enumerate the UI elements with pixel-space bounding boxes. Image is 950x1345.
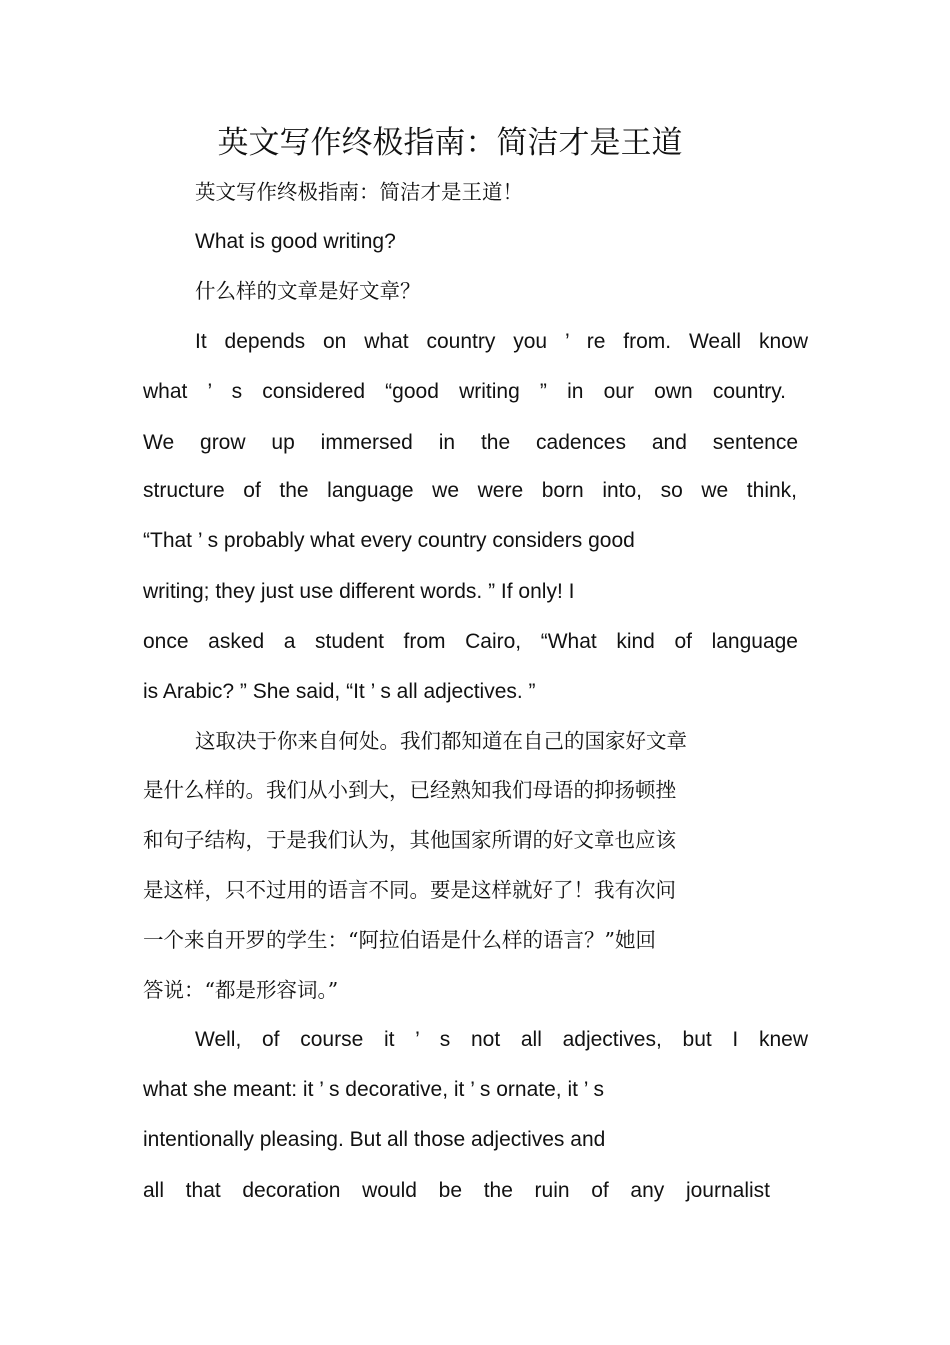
paragraph-1-line-8: is Arabic? ” She said, “It ’ s all adjectives. ” bbox=[143, 680, 536, 703]
paragraph-3-line-3: intentionally pleasing. But all those adjectives and bbox=[143, 1128, 606, 1151]
paragraph-3-line-2: what she meant: it ’ s decorative, it ’ s ornate, it ’ s bbox=[143, 1078, 605, 1101]
paragraph-2-line-4: 是这样，只不过用的语言不同。要是这样就好了！我有次问 bbox=[143, 878, 676, 902]
paragraph-1-line-1: It depends on what country you ’ re from. Weall know bbox=[195, 330, 808, 353]
paragraph-3-line-1: Well, of course it ’ s not all adjectives, but I knew bbox=[195, 1028, 808, 1051]
paragraph-1-line-4: structure of the language we were born into, so we think, bbox=[143, 479, 797, 502]
question-line-zh: 什么样的文章是好文章？ bbox=[195, 279, 421, 303]
paragraph-1-line-2: what ’ s considered “good writing ” in our own country. bbox=[143, 380, 786, 403]
paragraph-1-line-5: “That ’ s probably what every country considers good bbox=[143, 529, 635, 552]
paragraph-2-line-3: 和句子结构，于是我们认为，其他国家所谓的好文章也应该 bbox=[143, 828, 676, 852]
paragraph-2-line-2: 是什么样的。我们从小到大，已经熟知我们母语的抑扬顿挫 bbox=[143, 778, 676, 802]
paragraph-3-line-4: all that decoration would be the ruin of any journalist bbox=[143, 1179, 770, 1202]
paragraph-1-line-3: We grow up immersed in the cadences and sentence bbox=[143, 431, 798, 454]
paragraph-1-line-6: writing; they just use different words. ” If only! I bbox=[143, 580, 575, 603]
paragraph-2-line-6: 答说：“都是形容词。” bbox=[143, 978, 339, 1002]
paragraph-2-line-1: 这取决于你来自何处。我们都知道在自己的国家好文章 bbox=[195, 729, 687, 753]
paragraph-2-line-5: 一个来自开罗的学生：“阿拉伯语是什么样的语言？”她回 bbox=[143, 928, 656, 952]
page-title: 英文写作终极指南：简洁才是王道 bbox=[217, 125, 683, 161]
subtitle-line: 英文写作终极指南：简洁才是王道！ bbox=[195, 180, 523, 204]
question-line-en: What is good writing? bbox=[195, 230, 396, 253]
paragraph-1-line-7: once asked a student from Cairo, “What kind of language bbox=[143, 630, 798, 653]
